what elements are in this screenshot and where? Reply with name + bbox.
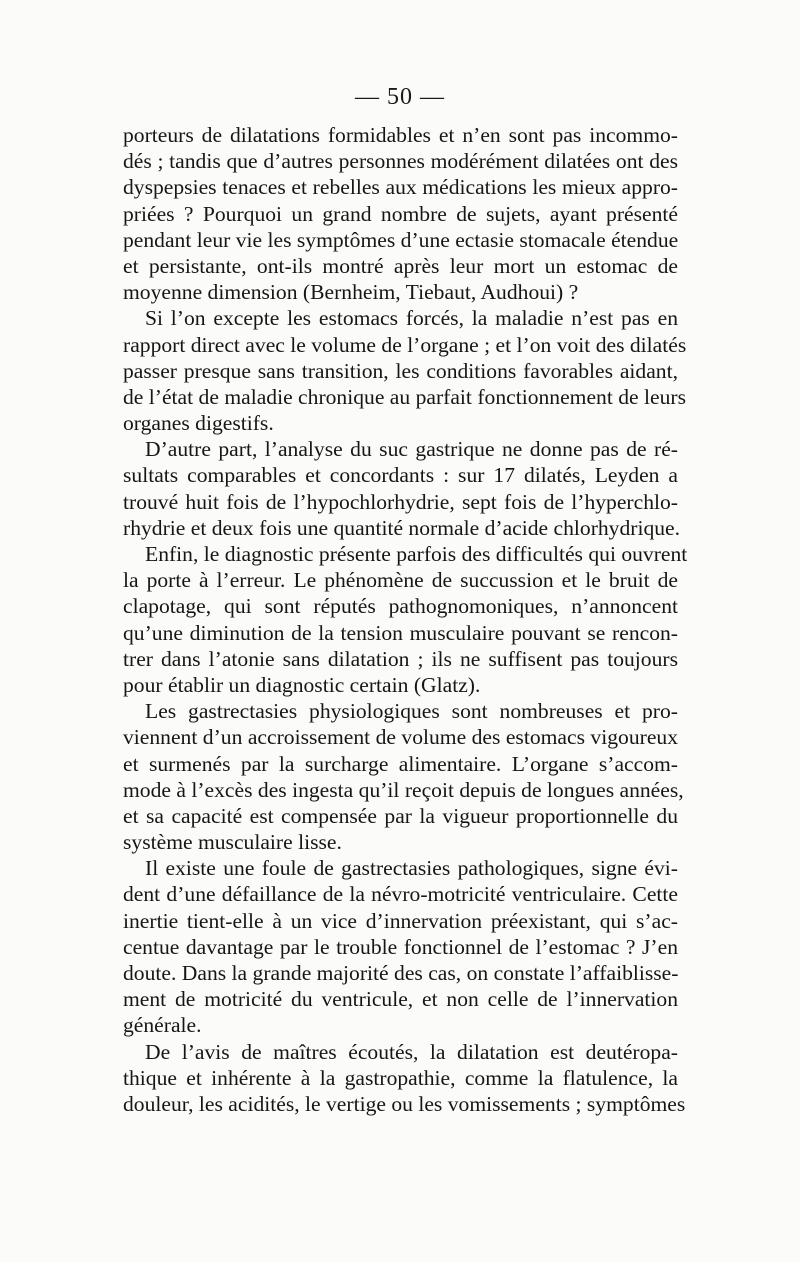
text-line: thique et inhérente à la gastropathie, comme la flatulence, la xyxy=(123,1065,678,1090)
text-line: pour établir un diagnostic certain (Glatz). xyxy=(123,672,481,697)
text-line: mode à l’excès des ingesta qu’il reçoit depuis de longues années, xyxy=(123,777,684,802)
text-line: D’autre part, l’analyse du suc gastrique ne donne pas de ré- xyxy=(145,437,678,462)
text-line: et persistante, ont-ils montré après leur mort un estomac de xyxy=(123,253,678,278)
text-line: douleur, les acidités, le vertige ou les vomissements ; symptômes xyxy=(123,1091,686,1116)
text-line: rhydrie et deux fois une quantité normale d’acide chlorhydrique. xyxy=(123,515,681,540)
text-line: De l’avis de maîtres écoutés, la dilatation est deutéropa- xyxy=(145,1039,678,1064)
text-line: priées ? Pourquoi un grand nombre de sujets, ayant présenté xyxy=(123,201,678,226)
text-line: et sa capacité est compensée par la vigueur proportionnelle du xyxy=(123,803,678,828)
text-line: trer dans l’atonie sans dilatation ; ils ne suffisent pas toujours xyxy=(123,646,678,671)
body-text xyxy=(123,122,688,1117)
text-line: trouvé huit fois de l’hypochlorhydrie, sept fois de l’hyperchlo- xyxy=(123,489,678,514)
text-line: de l’état de maladie chronique au parfait fonctionnement de leurs xyxy=(123,384,686,409)
text-line: Il existe une foule de gastrectasies pathologiques, signe évi- xyxy=(145,856,678,881)
text-line: doute. Dans la grande majorité des cas, on constate l’affaiblisse- xyxy=(123,961,679,985)
text-line: inertie tient-elle à un vice d’innervation préexistant, qui s’ac- xyxy=(123,908,678,933)
text-line: Enfin, le diagnostic présente parfois des difficultés qui ouvrent xyxy=(145,542,688,566)
text-line: Les gastrectasies physiologiques sont nombreuses et pro- xyxy=(145,699,678,724)
text-line: Si l’on excepte les estomacs forcés, la maladie n’est pas en xyxy=(145,306,678,331)
text-line: la porte à l’erreur. Le phénomène de succussion et le bruit de xyxy=(123,568,678,593)
text-line: passer presque sans transition, les conditions favorables aidant, xyxy=(123,358,678,383)
text-line: viennent d’un accroissement de volume des estomacs vigoureux xyxy=(123,725,678,750)
text-line: dent d’une défaillance de la névro-motricité ventriculaire. Cette xyxy=(123,882,678,907)
text-line: générale. xyxy=(123,1013,202,1038)
text-line: système musculaire lisse. xyxy=(123,830,342,855)
text-line: porteurs de dilatations formidables et n’en sont pas incommo- xyxy=(123,123,678,147)
text-line: moyenne dimension (Bernheim, Tiebaut, Audhoui) ? xyxy=(123,280,579,305)
text-line: pendant leur vie les symptômes d’une ectasie stomacale étendue xyxy=(123,227,679,252)
text-line: rapport direct avec le volume de l’organe ; et l’on voit des dilatés xyxy=(123,332,687,357)
text-line: ment de motricité du ventricule, et non celle de l’innervation xyxy=(123,987,678,1012)
text-line: centue davantage par le trouble fonctionnel de l’estomac ? J’en xyxy=(123,934,678,959)
text-line: dés ; tandis que d’autres personnes modérément dilatées ont des xyxy=(123,149,678,174)
text-line: qu’une diminution de la tension musculaire pouvant se rencon- xyxy=(123,620,678,645)
page-number: — 50 — xyxy=(355,84,445,110)
text-line: clapotage, qui sont réputés pathognomoniques, n’annoncent xyxy=(123,594,678,619)
text-line: sultats comparables et concordants : sur 17 dilatés, Leyden a xyxy=(123,463,678,488)
text-line: dyspepsies tenaces et rebelles aux médications les mieux appro- xyxy=(123,175,678,200)
text-line: organes digestifs. xyxy=(123,411,274,436)
text-line: et surmenés par la surcharge alimentaire. L’organe s’accom- xyxy=(123,751,678,776)
